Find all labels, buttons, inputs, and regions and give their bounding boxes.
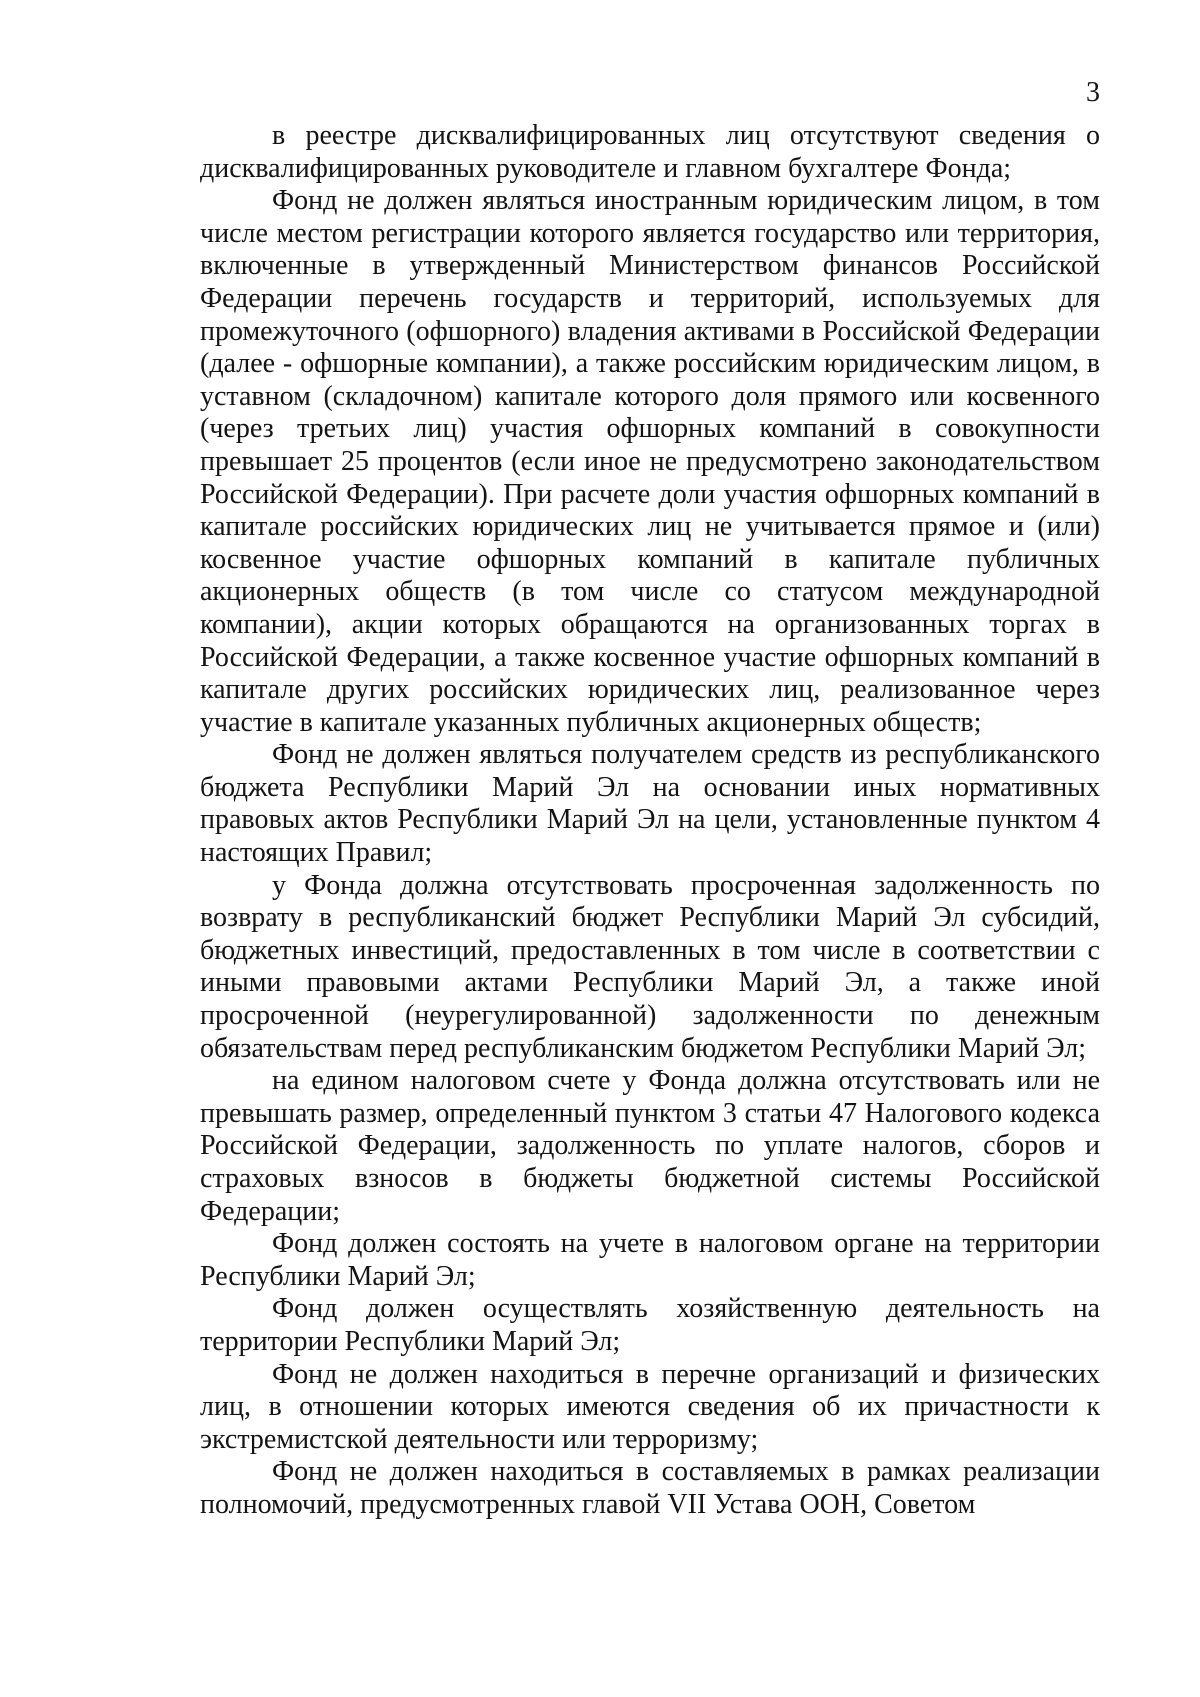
page-number: 3 bbox=[1086, 77, 1100, 108]
paragraph-tax-registration: Фонд должен состоять на учете в налоговом органе на территории Республики Марий Эл; bbox=[200, 1228, 1100, 1292]
paragraph-offshore-companies: Фонд не должен являться иностранным юридическим лицом, в том числе местом регистрации которого является государство или территория, включенные в утвержденный Министерством финансов Российской Федерации перечень государств и территорий, используемых для промежуточного (офшорного) владения активами в Российской Федерации (далее - офшорные компании), а также российским юридическим лицом, в уставном (складочном) капитале которого доля прямого или косвенного (через третьих лиц) участия офшорных компаний в совокупности превышает 25 процентов (если иное не предусмотрено законодательством Российской Федерации). При расчете доли участия офшорных компаний в капитале российских юридических лиц не учитывается прямое и (или) косвенное участие офшорных компаний в капитале публичных акционерных обществ (в том числе со статусом международной компании), акции которых обращаются на организованных торгах в Российской Федерации, а также косвенное участие офшорных компаний в капитале других российских юридических лиц, реализованное через участие в капитале указанных публичных акционерных обществ; bbox=[200, 185, 1100, 738]
paragraph-extremism-list: Фонд не должен находиться в перечне организаций и физических лиц, в отношении которых имеются сведения об их причастности к экстремистской деятельности или терроризму; bbox=[200, 1358, 1100, 1455]
paragraph-not-budget-recipient: Фонд не должен являться получателем средств из республиканского бюджета Республики Марий Эл на основании иных нормативных правовых актов Республики Марий Эл на цели, установленные пунктом 4 настоящих Правил; bbox=[200, 739, 1100, 869]
paragraph-economic-activity: Фонд должен осуществлять хозяйственную деятельность на территории Республики Марий Эл; bbox=[200, 1293, 1100, 1357]
paragraph-disqualified-registry: в реестре дисквалифицированных лиц отсутствуют сведения о дисквалифицированных руководителе и главном бухгалтере Фонда; bbox=[200, 120, 1100, 184]
paragraph-tax-account: на едином налоговом счете у Фонда должна отсутствовать или не превышать размер, определенный пунктом 3 статьи 47 Налогового кодекса Российской Федерации, задолженность по уплате налогов, сборов и страховых взносов в бюджеты бюджетной системы Российской Федерации; bbox=[200, 1065, 1100, 1227]
document-body bbox=[200, 120, 1100, 1522]
paragraph-overdue-debt: у Фонда должна отсутствовать просроченная задолженность по возврату в республиканский бюджет Республики Марий Эл субсидий, бюджетных инвестиций, предоставленных в том числе в соответствии с иными правовыми актами Республики Марий Эл, а также иной просроченной (неурегулированной) задолженности по денежным обязательствам перед республиканским бюджетом Республики Марий Эл; bbox=[200, 869, 1100, 1064]
paragraph-un-lists: Фонд не должен находиться в составляемых в рамках реализации полномочий, предусмотренных главой VII Устава ООН, Советом bbox=[200, 1456, 1100, 1520]
